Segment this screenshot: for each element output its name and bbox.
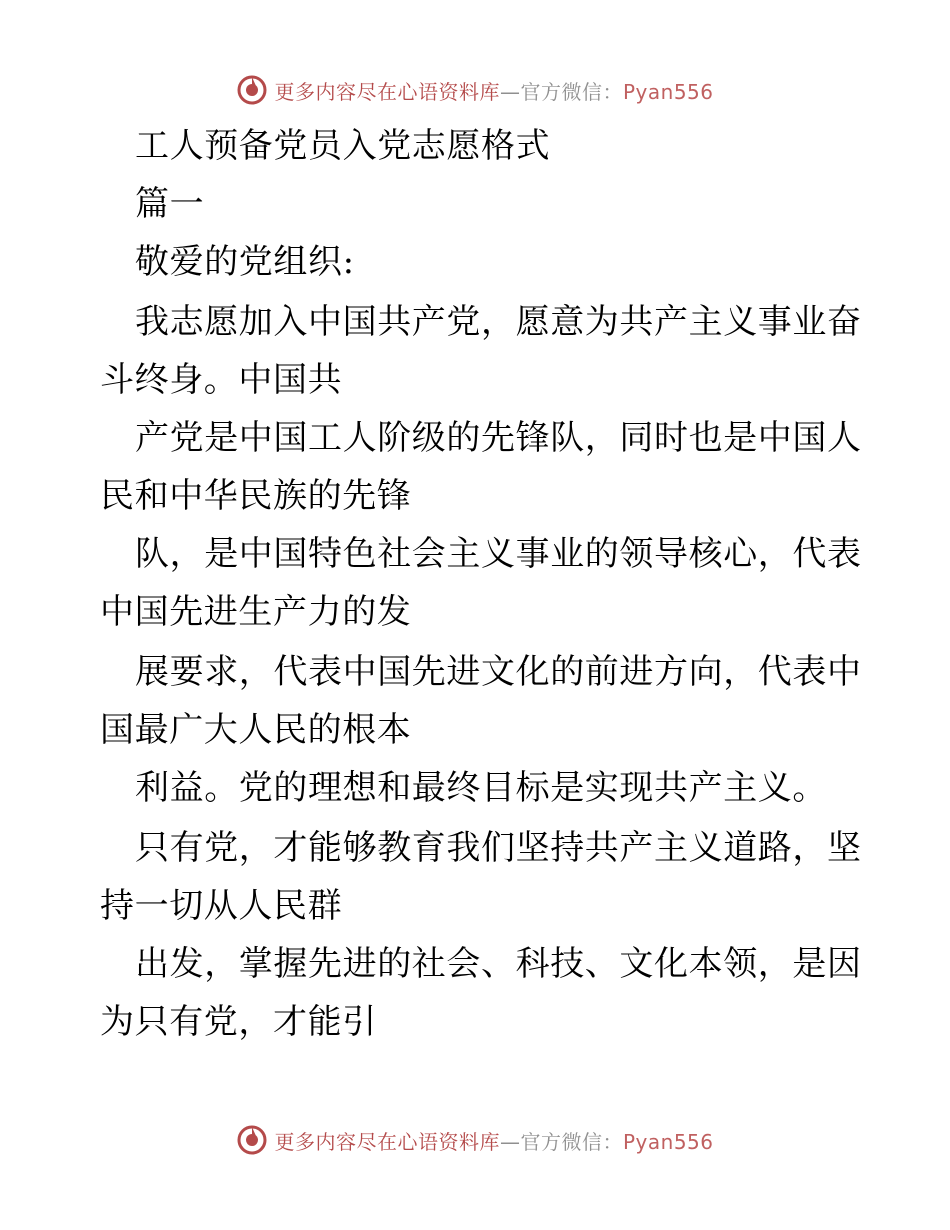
paragraph-line: 产党是中国工人阶级的先锋队，同时也是中国人: [135, 418, 862, 458]
paragraph-line: 民和中华民族的先锋: [100, 476, 412, 516]
paragraph-line: 我志愿加入中国共产党，愿意为共产主义事业奋: [135, 302, 862, 342]
paragraph-line: 只有党，才能够教育我们坚持共产主义道路，坚: [135, 828, 862, 868]
header-banner-main: 更多内容尽在心语资料库: [274, 79, 500, 104]
header-banner-dash: —: [499, 79, 521, 104]
header-banner-text: [274, 76, 713, 105]
paragraph-line: 队，是中国特色社会主义事业的领导核心，代表: [135, 534, 862, 574]
paragraph-line: 出发，掌握先进的社会、科技、文化本领，是因: [135, 944, 862, 984]
footer-banner-dash: —: [499, 1129, 521, 1154]
footer-banner-handle: Pyan556: [622, 1129, 714, 1154]
paragraph-line: 为只有党，才能引: [100, 1002, 377, 1042]
paragraph-line: 持一切从人民群: [100, 886, 343, 926]
paragraph-line: 国最广大人民的根本: [100, 710, 412, 750]
footer-banner-main: 更多内容尽在心语资料库: [274, 1129, 500, 1154]
brand-logo-icon: [236, 74, 268, 106]
header-banner-wechat: 官方微信：: [520, 79, 623, 104]
paragraph-line: 利益。党的理想和最终目标是实现共产主义。: [135, 768, 827, 808]
salutation: 敬爱的党组织:: [135, 242, 355, 282]
brand-logo-icon: [236, 1124, 268, 1156]
footer-banner-wechat: 官方微信：: [520, 1129, 623, 1154]
footer-banner-text: [274, 1126, 713, 1155]
header-banner-handle: Pyan556: [622, 79, 714, 104]
paragraph-line: 中国先进生产力的发: [100, 592, 412, 632]
footer-banner: [0, 1120, 950, 1160]
paragraph-line: 展要求，代表中国先进文化的前进方向，代表中: [135, 652, 862, 692]
document-title: 工人预备党员入党志愿格式: [135, 126, 551, 166]
header-banner: [0, 70, 950, 110]
section-heading: 篇一: [135, 184, 205, 224]
paragraph-line: 斗终身。中国共: [100, 360, 343, 400]
